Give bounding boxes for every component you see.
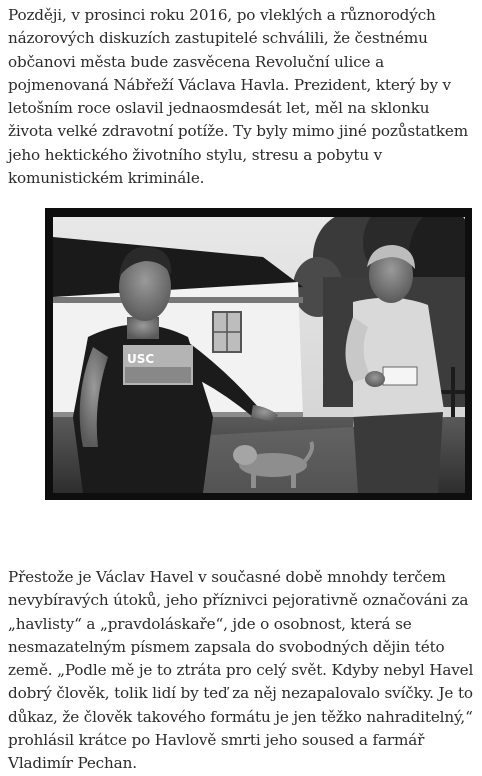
photo-frame [45, 208, 472, 500]
shirt-text: USC [127, 352, 155, 366]
article-paragraph-1: Později, v prosinci roku 2016, po vleklých a různorodých názorových diskuzích zastupitelé schválili, že čestnému občanovi města bude zasvěcena Revoluční ulice a pojmenovaná Nábřeží Václava Havla. Prezident, který by v letošním roce oslavil jednaosmdesát let, měl na sklonku života velké zdravotní potíže. Ty byly mimo jiné pozůstatkem jeho hektického životního stylu, stresu a pobytu v komunistickém kriminále. [8, 6, 469, 188]
article-paragraph-2: Přestože je Václav Havel v současné době mnohdy terčem nevybíravých útoků, jeho příznivci pejorativně označováni za „havlisty“ a „pravdoláskaře“, jde o osobnost, která se nesmazatelným písmem zapsala do svobodných dějin této země. „Podle mě je to ztráta pro celý svět. Kdyby nebyl Havel dobrý člověk, tolik lidí by teď za něj nezapalovalo svíčky. Je to důkaz, že člověk takového formátu je jen těžko nahraditelný,“ prohlásil krátce po Havlově smrti jeho soused a farmář Vladimír Pechan. [8, 568, 474, 773]
article-photo [53, 217, 465, 493]
